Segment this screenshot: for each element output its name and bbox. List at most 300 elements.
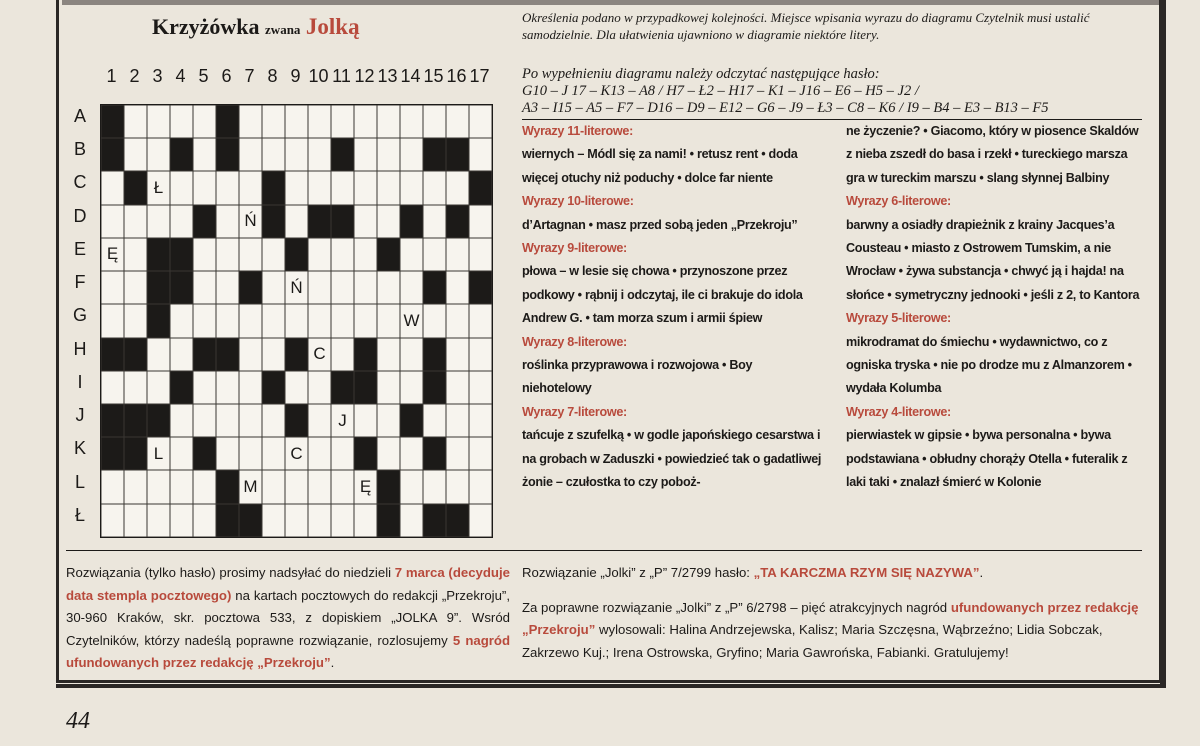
clue-heading: Wyrazy 7-literowe:	[522, 404, 627, 419]
grid-cell[interactable]	[331, 238, 354, 271]
grid-cell-black	[216, 105, 239, 138]
grid-cell[interactable]	[170, 205, 193, 238]
clue-heading: Wyrazy 10-literowe:	[522, 194, 634, 209]
column-number: 6	[221, 66, 232, 86]
grid-cell[interactable]: W	[400, 304, 423, 337]
grid-cell[interactable]: C	[308, 338, 331, 371]
clue-heading: Wyrazy 9-literowe:	[522, 241, 627, 256]
grid-cell-black	[124, 171, 147, 204]
grid-cell-black	[377, 504, 400, 537]
clue-group	[522, 331, 822, 401]
grid-cell-black	[285, 338, 308, 371]
previous-solution-end: .	[979, 565, 984, 580]
grid-cell-black	[147, 238, 170, 271]
column-number: 14	[400, 66, 421, 86]
grid-cell-black	[147, 271, 170, 304]
grid-cell[interactable]	[308, 470, 331, 503]
column-number: 8	[267, 66, 278, 86]
grid-cell[interactable]	[377, 171, 400, 204]
grid-cell[interactable]	[308, 504, 331, 537]
grid-cell[interactable]	[446, 338, 469, 371]
grid-cell[interactable]	[170, 338, 193, 371]
grid-cell[interactable]	[354, 271, 377, 304]
grid-cell[interactable]	[170, 470, 193, 503]
grid-cell[interactable]: Ę	[101, 238, 124, 271]
grid-cell[interactable]	[331, 171, 354, 204]
grid-cell[interactable]	[124, 205, 147, 238]
clues-left-column	[522, 120, 822, 495]
grid-cell[interactable]	[469, 304, 492, 337]
column-number: 3	[152, 66, 163, 86]
grid-cell[interactable]	[124, 271, 147, 304]
grid-cell-black	[308, 205, 331, 238]
grid-cell[interactable]	[400, 238, 423, 271]
grid-cell[interactable]	[423, 171, 446, 204]
grid-cell[interactable]	[423, 404, 446, 437]
clue-text: barwny a osiadły drapieżnik z krainy Jacques’a Cousteau • miasto z Ostrowem Tumskim, a nie Wrocław • żywa substancja • chwyć ją i hajda! na słońce • symetryczny jednooki • jeśli z 2, to Kantora	[846, 217, 1140, 302]
grid-cell[interactable]	[124, 470, 147, 503]
grid-cell-black	[101, 404, 124, 437]
clue-text: roślinka przyprawowa i rozwojowa • Boy niehotelowy	[522, 358, 753, 396]
grid-cell-black	[124, 338, 147, 371]
grid-cell[interactable]	[377, 404, 400, 437]
grid-cell[interactable]	[331, 437, 354, 470]
grid-cell[interactable]	[308, 238, 331, 271]
grid-cell[interactable]: J	[331, 404, 354, 437]
grid-cell-black	[216, 338, 239, 371]
grid-cell[interactable]	[400, 371, 423, 404]
clue-group	[846, 401, 1146, 495]
grid-cell[interactable]	[354, 504, 377, 537]
clue-text: d’Artagnan • masz przed sobą jeden „Przekroju”	[522, 217, 798, 232]
grid-cell-black	[193, 205, 216, 238]
grid-cell[interactable]	[101, 470, 124, 503]
row-label: D	[73, 205, 87, 226]
grid-cell[interactable]	[331, 105, 354, 138]
clue-heading: Wyrazy 6-literowe:	[846, 194, 951, 209]
grid-cell[interactable]	[446, 404, 469, 437]
grid-cell[interactable]	[193, 504, 216, 537]
grid-cell[interactable]	[308, 404, 331, 437]
grid-cell[interactable]	[377, 304, 400, 337]
grid-cell[interactable]	[239, 437, 262, 470]
clue-group	[846, 120, 1146, 190]
grid-cell-black	[101, 338, 124, 371]
grid-cell[interactable]	[216, 371, 239, 404]
grid-cell[interactable]	[423, 470, 446, 503]
grid-cell[interactable]	[262, 271, 285, 304]
grid-cell[interactable]	[239, 238, 262, 271]
grid-cell[interactable]	[377, 338, 400, 371]
grid-cell[interactable]	[446, 238, 469, 271]
grid-cell[interactable]	[377, 105, 400, 138]
grid-cell[interactable]	[239, 371, 262, 404]
title-small: zwana	[265, 22, 301, 37]
grid-cell[interactable]	[239, 105, 262, 138]
grid-cell-black	[423, 338, 446, 371]
solution-line-1: G10 – J 17 – K13 – A8 / H7 – Ł2 – H17 – K1 – J16 – E6 – H5 – J2 /	[522, 83, 919, 99]
grid-cell-black	[170, 138, 193, 171]
row-label: A	[73, 106, 86, 126]
grid-cell[interactable]	[285, 470, 308, 503]
grid-cell[interactable]	[354, 105, 377, 138]
grid-cell[interactable]	[101, 304, 124, 337]
previous-solution-label: Rozwiązanie „Jolki” z „P” 7/2799 hasło:	[522, 565, 754, 580]
column-number: 10	[308, 66, 329, 86]
column-number: 1	[106, 66, 117, 86]
grid-cell[interactable]	[216, 304, 239, 337]
grid-cell[interactable]	[469, 470, 492, 503]
grid-cell[interactable]	[446, 105, 469, 138]
clue-heading: Wyrazy 8-literowe:	[522, 334, 627, 349]
column-number: 5	[198, 66, 209, 86]
grid-cell[interactable]	[354, 171, 377, 204]
grid-cell[interactable]	[216, 271, 239, 304]
grid-cell[interactable]	[469, 138, 492, 171]
grid-cell-black	[216, 470, 239, 503]
grid-cell[interactable]	[170, 304, 193, 337]
grid-cell[interactable]	[147, 371, 170, 404]
grid-cell[interactable]	[147, 470, 170, 503]
grid-cell-black	[400, 404, 423, 437]
grid-cell[interactable]	[170, 404, 193, 437]
column-number: 7	[244, 66, 255, 86]
previous-solution-answer: „TA KARCZMA RZYM SIĘ NAZYWA”	[753, 565, 980, 580]
grid-cell[interactable]	[446, 470, 469, 503]
row-label: J	[75, 405, 85, 426]
grid-cell[interactable]	[101, 271, 124, 304]
grid-cell-black	[239, 271, 262, 304]
grid-cell[interactable]	[239, 338, 262, 371]
grid-cell-black	[400, 205, 423, 238]
grid-cell[interactable]	[331, 338, 354, 371]
grid-cell-black	[446, 504, 469, 537]
grid-cell[interactable]	[147, 105, 170, 138]
clue-heading: Wyrazy 11-literowe:	[522, 124, 633, 138]
clue-text: płowa – w lesie się chowa • przynoszone przez podkowy • rąbnij i odczytaj, ile ci brakuje do idola Andrew G. • tam morza szum i armii śpiew	[522, 264, 803, 326]
instructions: Określenia podano w przypadkowej kolejności. Miejsce wpisania wyrazu do diagramu Czytelnik musi ustalić samodzielnie. Dla ułatwienia ujawniono w diagramie niektóre litery.	[522, 10, 1090, 42]
grid-cell-black	[331, 205, 354, 238]
grid-cell-black	[170, 271, 193, 304]
grid-cell[interactable]	[354, 238, 377, 271]
grid-cell[interactable]	[446, 371, 469, 404]
grid-cell[interactable]	[469, 404, 492, 437]
solution-intro: Po wypełnieniu diagramu należy odczytać następujące hasło:	[522, 66, 880, 82]
column-number: 16	[446, 66, 467, 86]
grid-cell-black	[331, 138, 354, 171]
column-number: 2	[129, 66, 140, 86]
grid-cell[interactable]	[147, 138, 170, 171]
puzzle-title	[152, 14, 360, 40]
grid-cell[interactable]	[147, 504, 170, 537]
clue-group	[522, 120, 822, 190]
solution-line-2: A3 – I15 – A5 – F7 – D16 – D9 – E12 – G6 – J9 – Ł3 – C8 – K6 / I9 – B4 – E3 – B13 – F5	[522, 100, 1142, 120]
grid-cell-black	[124, 404, 147, 437]
grid-cell[interactable]	[262, 304, 285, 337]
grid-cell[interactable]	[193, 238, 216, 271]
grid-cell[interactable]	[469, 238, 492, 271]
grid-cell-black	[101, 437, 124, 470]
row-label: B	[73, 139, 86, 160]
solution-key	[522, 66, 1152, 120]
column-number: 15	[423, 66, 444, 86]
winners-text-2: wylosowali: Halina Andrzejewska, Kalisz; Maria Szczęsna, Wąbrzeźno; Lidia Sobczak, Zakrzewo Kuj.; Irena Ostrowska, Gryfino; Maria Gawrońska, Fabianki. Gratulujemy!	[522, 622, 1103, 660]
clue-group	[522, 401, 822, 495]
grid-cell[interactable]	[400, 271, 423, 304]
grid-cell[interactable]	[216, 238, 239, 271]
grid-cell[interactable]	[354, 205, 377, 238]
grid-cell-black	[193, 338, 216, 371]
grid-cell[interactable]	[170, 504, 193, 537]
grid-cell[interactable]	[239, 171, 262, 204]
grid-cell[interactable]	[239, 138, 262, 171]
grid-cell[interactable]	[400, 171, 423, 204]
grid-cell[interactable]: L	[147, 437, 170, 470]
grid-cell[interactable]	[193, 304, 216, 337]
grid-cell[interactable]	[147, 205, 170, 238]
grid-cell-black	[193, 437, 216, 470]
grid-cell-black	[446, 138, 469, 171]
grid-cell[interactable]	[193, 470, 216, 503]
grid-cell[interactable]	[262, 437, 285, 470]
clue-group	[522, 237, 822, 331]
grid-cell[interactable]	[400, 138, 423, 171]
grid-cell[interactable]	[377, 205, 400, 238]
title-main: Krzyżówka	[152, 14, 260, 39]
grid-cell[interactable]	[193, 105, 216, 138]
row-label: C	[73, 172, 87, 193]
separator-line	[66, 550, 1142, 551]
grid-cell[interactable]	[262, 338, 285, 371]
grid-cell[interactable]	[285, 371, 308, 404]
grid-cell[interactable]	[193, 371, 216, 404]
grid-cell-black	[216, 504, 239, 537]
submission-info	[66, 562, 510, 675]
grid-cell-black	[239, 504, 262, 537]
column-number: 9	[290, 66, 301, 86]
grid-cell-black	[101, 138, 124, 171]
grid-cell[interactable]	[124, 238, 147, 271]
grid-cell-black	[469, 171, 492, 204]
grid-cell[interactable]	[262, 238, 285, 271]
results-info	[522, 562, 1147, 664]
column-number: 17	[469, 66, 490, 86]
grid-cell[interactable]	[285, 304, 308, 337]
grid-cell[interactable]	[308, 304, 331, 337]
submission-deadline: 7 marca (decyduje data stempla pocztowego)	[66, 565, 510, 603]
grid-cell[interactable]	[170, 105, 193, 138]
grid-cell[interactable]	[423, 304, 446, 337]
grid-cell[interactable]	[308, 105, 331, 138]
clue-group	[846, 190, 1146, 307]
row-label: Ł	[74, 504, 85, 525]
grid-cell[interactable]	[354, 404, 377, 437]
grid-cell[interactable]	[285, 105, 308, 138]
grid-cell[interactable]	[331, 304, 354, 337]
grid-cell-black	[377, 238, 400, 271]
winners-sponsor: ufundowanych przez redakcję „Przekroju”	[522, 599, 1139, 638]
grid-cell[interactable]	[262, 504, 285, 537]
grid-cell-black	[285, 404, 308, 437]
frame-right-edge	[1160, 0, 1166, 688]
grid-cell[interactable]	[262, 105, 285, 138]
submission-text-1: Rozwiązania (tylko hasło) prosimy nadsyłać do niedzieli	[66, 565, 395, 580]
grid-cell[interactable]	[354, 304, 377, 337]
clue-text: pierwiastek w gipsie • bywa personalna • bywa podstawiana • obłudny chorąży Otella • futeralik z laki taki • znalazł śmierć w Kolonie	[846, 428, 1128, 490]
grid-cell[interactable]	[400, 437, 423, 470]
grid-cell[interactable]	[423, 238, 446, 271]
grid-cell[interactable]	[308, 271, 331, 304]
grid-cell[interactable]	[308, 138, 331, 171]
grid-cell[interactable]	[193, 271, 216, 304]
grid-cell[interactable]	[469, 205, 492, 238]
grid-cell[interactable]	[101, 171, 124, 204]
grid-cell[interactable]	[354, 138, 377, 171]
grid-cell-black	[170, 238, 193, 271]
grid-cell-black	[377, 470, 400, 503]
grid-cell-black	[147, 404, 170, 437]
row-label: E	[73, 238, 86, 259]
grid-cell[interactable]	[193, 138, 216, 171]
grid-cell[interactable]	[262, 470, 285, 503]
row-label: F	[74, 272, 86, 293]
grid-cell[interactable]	[469, 437, 492, 470]
grid-cell[interactable]	[377, 138, 400, 171]
grid-cell[interactable]	[377, 437, 400, 470]
grid-cell-black	[101, 105, 124, 138]
grid-cell-black	[423, 138, 446, 171]
grid-cell[interactable]	[446, 171, 469, 204]
grid-cell-black	[124, 437, 147, 470]
column-number: 11	[332, 66, 351, 86]
grid-cell[interactable]	[170, 437, 193, 470]
grid-cell[interactable]	[216, 404, 239, 437]
grid-cell-black	[423, 437, 446, 470]
grid-cell[interactable]: M	[239, 470, 262, 503]
winners-text-1: Za poprawne rozwiązanie „Jolki” z „P” 6/2798 – pięć atrakcyjnych nagród	[522, 599, 951, 615]
grid-cell[interactable]	[285, 205, 308, 238]
submission-text-2: na kartach pocztowych do redakcji „Przekroju”, 30-960 Kraków, skr. pocztowa 533, z dopiskiem „JOLKA 9”. Wsród Czytelników, którzy nadeślą poprawne rozwiązanie, rozlosujemy	[66, 587, 510, 648]
row-label: K	[73, 438, 86, 459]
grid-cell[interactable]	[308, 437, 331, 470]
grid-cell[interactable]	[216, 171, 239, 204]
clue-group	[522, 190, 822, 237]
grid-cell[interactable]	[469, 338, 492, 371]
grid-cell[interactable]	[101, 371, 124, 404]
grid-cell[interactable]	[308, 171, 331, 204]
grid-cell-black	[331, 371, 354, 404]
grid-cell[interactable]	[101, 205, 124, 238]
column-number: 13	[377, 66, 398, 86]
grid-cell[interactable]	[446, 437, 469, 470]
grid-cell[interactable]	[331, 470, 354, 503]
grid-cell[interactable]	[446, 304, 469, 337]
grid-cell[interactable]	[193, 171, 216, 204]
grid-cell[interactable]	[262, 138, 285, 171]
grid-cell[interactable]	[239, 304, 262, 337]
grid-cell[interactable]: C	[285, 437, 308, 470]
grid-cell[interactable]	[446, 271, 469, 304]
grid-cell-black	[423, 504, 446, 537]
grid-cell-black	[262, 205, 285, 238]
grid-cell[interactable]: Ł	[147, 171, 170, 204]
grid-cell[interactable]	[308, 371, 331, 404]
row-label: H	[73, 338, 87, 359]
grid-cell[interactable]	[216, 205, 239, 238]
grid-cell-black	[354, 338, 377, 371]
grid-cell[interactable]	[285, 504, 308, 537]
grid-cell[interactable]	[400, 338, 423, 371]
grid-cell[interactable]	[193, 404, 216, 437]
grid-cell[interactable]	[423, 105, 446, 138]
page-number: 44	[66, 708, 90, 734]
grid-cell-black	[147, 304, 170, 337]
grid-cell-black	[354, 371, 377, 404]
crossword-grid	[100, 104, 493, 538]
grid-cell[interactable]	[331, 504, 354, 537]
grid-cell[interactable]	[469, 371, 492, 404]
grid-cell-black	[262, 371, 285, 404]
grid-cell[interactable]	[124, 371, 147, 404]
grid-cell[interactable]: Ń	[285, 271, 308, 304]
winners	[522, 597, 1147, 665]
grid-cell[interactable]	[124, 138, 147, 171]
submission-prizes: 5 nagród ufundowanych przez redakcję „Przekroju”	[66, 632, 511, 671]
grid-cell-black	[446, 205, 469, 238]
clue-text: mikrodramat do śmiechu • wydawnictwo, co z ogniska tryska • nie po drodze mu z Almanzorem • wydała Kolumba	[846, 334, 1132, 396]
grid-cell[interactable]	[147, 338, 170, 371]
grid-cell-black	[285, 238, 308, 271]
clue-heading: Wyrazy 4-literowe:	[846, 404, 951, 419]
grid-cell[interactable]	[400, 504, 423, 537]
grid-cell[interactable]	[216, 437, 239, 470]
grid-cell-black	[423, 371, 446, 404]
grid-cell[interactable]	[469, 105, 492, 138]
clue-heading: Wyrazy 5-literowe:	[846, 311, 951, 326]
grid-cell-black	[262, 171, 285, 204]
grid-cell[interactable]	[331, 271, 354, 304]
clue-text: tańcuje z szufelką • w godle japońskiego cesarstwa i na grobach w Zaduszki • powiedzieć tak o gadatliwej żonie – czułostka to czy poboż-	[522, 428, 822, 490]
grid-cell[interactable]	[170, 171, 193, 204]
row-label: L	[74, 471, 85, 492]
clues-right-column	[846, 120, 1146, 495]
grid-cell[interactable]	[377, 371, 400, 404]
row-label: G	[72, 305, 87, 326]
grid-cell[interactable]	[400, 105, 423, 138]
grid-cell[interactable]	[262, 404, 285, 437]
grid-cell[interactable]	[423, 205, 446, 238]
grid-cell[interactable]	[124, 304, 147, 337]
grid-cell[interactable]	[124, 504, 147, 537]
grid-cell[interactable]	[101, 504, 124, 537]
title-accent: Jolką	[305, 14, 360, 39]
grid-cell-black	[170, 371, 193, 404]
grid-cell[interactable]	[377, 271, 400, 304]
frame-bottom-edge	[56, 684, 1166, 688]
clue-text: ne życzenie? • Giacomo, który w piosence Skaldów z nieba zszedł do basa i rzekł • tureckiego marsza gra w tureckim marszu • slang słynnej Balbiny	[846, 124, 1139, 185]
previous-solution	[522, 562, 1147, 585]
grid-cell[interactable]	[469, 504, 492, 537]
grid-cell[interactable]: Ń	[239, 205, 262, 238]
grid-cell[interactable]	[124, 105, 147, 138]
column-number: 4	[175, 66, 186, 86]
grid-cell[interactable]	[285, 171, 308, 204]
grid-cell[interactable]	[285, 138, 308, 171]
grid-cell[interactable]	[239, 404, 262, 437]
clue-group	[846, 307, 1146, 401]
grid-cell[interactable]	[400, 470, 423, 503]
grid-cell[interactable]: Ę	[354, 470, 377, 503]
